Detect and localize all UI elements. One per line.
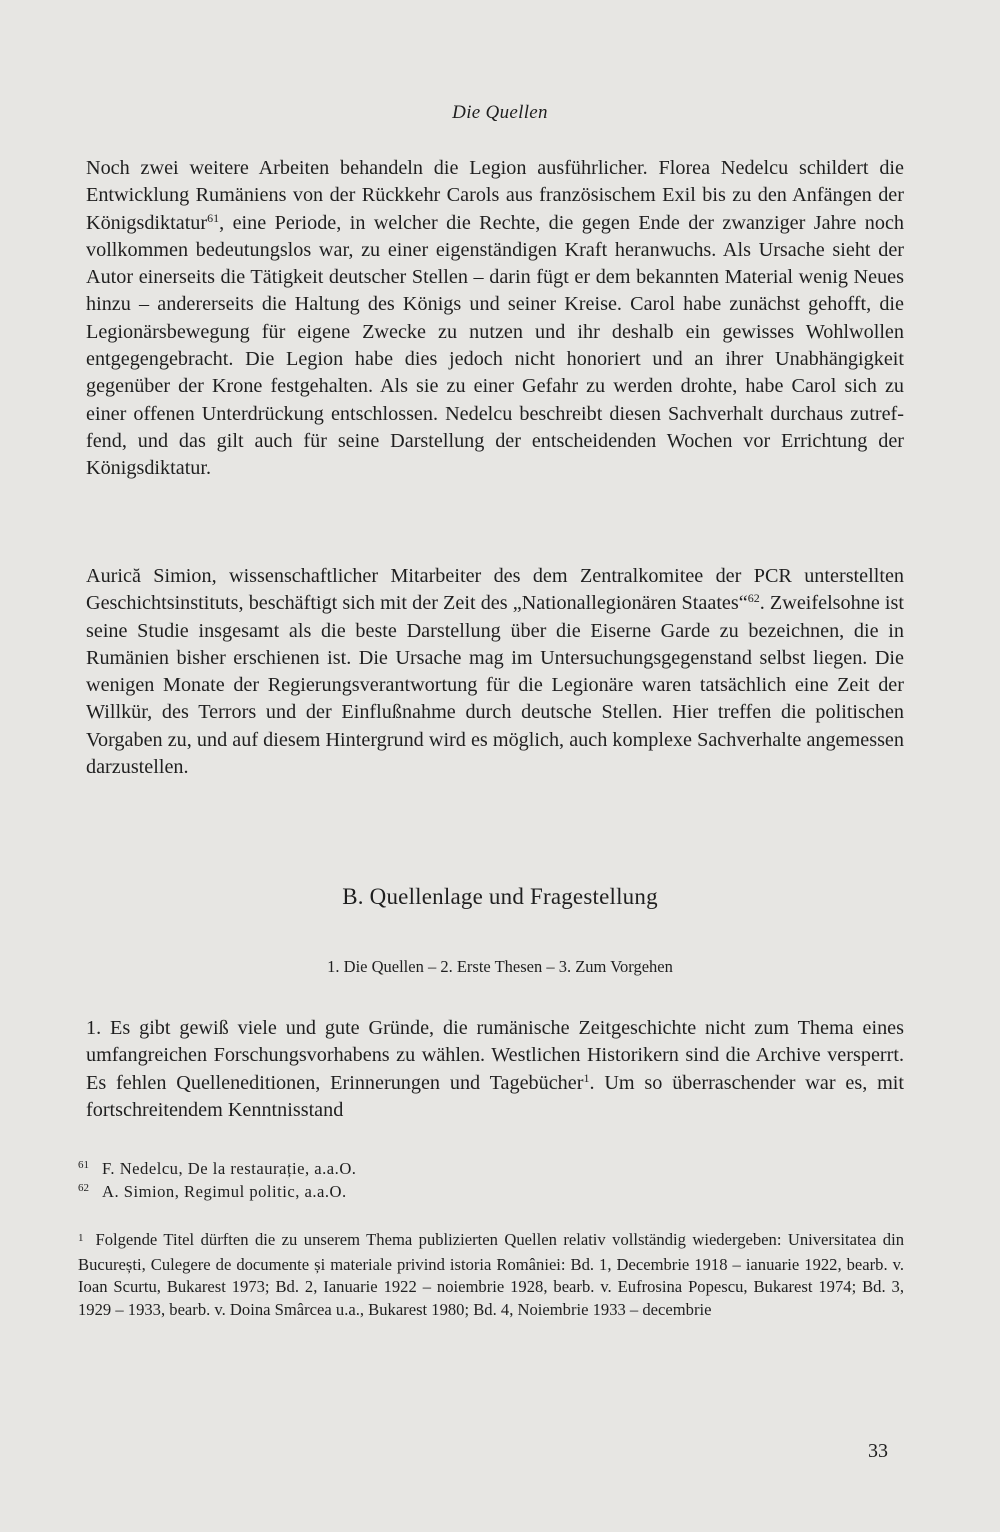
running-head: Die Quellen bbox=[452, 102, 548, 123]
section-contents: 1. Die Quellen – 2. Erste Thesen – 3. Zum Vorgehen bbox=[327, 957, 673, 976]
footnote-number: 1 bbox=[78, 1232, 84, 1244]
paragraph-text: 1. Es gibt gewiß viele und gute Gründe, die rumänische Zeitgeschichte nicht zum Thema eines umfangreichen Forschungsvorhabens zu wählen. Westlichen Historikern sind die Archive versperrt. Es fehlen Quelleneditionen, Erinnerungen und Tagebücher bbox=[86, 1017, 904, 1094]
footnote-61 bbox=[78, 1158, 904, 1181]
footnote-62 bbox=[78, 1181, 904, 1204]
paragraph-text: . Zweifelsohne ist seine Studie insgesamt als die beste Darstellung über die Eiserne Garde zu bezeichnen, die in Rumänien bisher erschienen ist. Die Ursache mag im Untersuchungsgegenstand selbst liegen. Die wenigen Monate der Regierungsverantwortung für die Legionäre waren tatsächlich eine Zeit der Willkür, des Terrors und der Einflußnahme durch deutsche Stellen. Hier treffen die politischen Vorgaben zu, und auf diesem Hintergrund wird es möglich, auch komplexe Sachverhalte angemessen darzustellen. bbox=[86, 592, 904, 779]
paragraph-text: Noch zwei weitere Arbeiten behandeln die Legion ausführlicher. Florea Nedelcu schildert die Entwicklung Rumäniens von der Rückkehr Carols aus französischem Exil bis zu den Anfängen der Königsdiktatur bbox=[86, 157, 904, 234]
footnote-1 bbox=[78, 1229, 904, 1321]
footnote-ref-61[interactable]: 61 bbox=[207, 210, 220, 225]
footnote-text: A. Simion, Regimul politic, a.a.O. bbox=[102, 1181, 347, 1201]
footnote-ref-62[interactable]: 62 bbox=[747, 591, 760, 606]
footnote-text: F. Nedelcu, De la restaurație, a.a.O. bbox=[102, 1159, 357, 1178]
paragraph-text: Aurică Simion, wissenschaftlicher Mitarbeiter des dem Zentralkomitee der PCR unterstellten Geschichtsinstituts, beschäftigt sich mit der Zeit des „Nationallegionären Staates“ bbox=[86, 565, 904, 615]
paragraph-nedelcu bbox=[86, 155, 904, 483]
footnote-ref-1[interactable]: 1 bbox=[583, 1070, 590, 1085]
footnote-number: 62 bbox=[78, 1181, 89, 1194]
paragraph-text: . Um so überraschender war es, mit fortschreitendem Kenntnisstand bbox=[86, 1071, 904, 1121]
paragraph-simion bbox=[86, 563, 904, 781]
footnote-number: 61 bbox=[78, 1159, 89, 1171]
footnote-text: Folgende Titel dürften die zu unserem Thema publizierten Quellen relativ vollständig wiedergeben: Universitatea din București, Culegere de documente și materiale privind istoria României: Bd. 1, Decembrie 1918 – ianuarie 1922, bearb. v. Ioan Scurtu, Bukarest 1973; Bd. 2, Ianuarie 1922 – noiembrie 1928, bearb. v. Eufrosina Popescu, Bukarest 1974; Bd. 3, 1929 – 1933, bearb. v. Doina Smârcea u.a., Bukarest 1980; Bd. 4, Noiembrie 1933 – decembrie bbox=[78, 1230, 904, 1319]
page-number: 33 bbox=[868, 1440, 888, 1462]
section-title: B. Quellenlage und Fragestellung bbox=[342, 884, 658, 909]
paragraph-quellen bbox=[86, 1015, 904, 1124]
paragraph-text: , eine Periode, in welcher die Rechte, die gegen Ende der zwanziger Jahre noch vollkommen bedeutungslos war, zu einer eigenständigen Kraft heranwuchs. Als Ursache sieht der Autor einerseits die Tätigkeit deutscher Stellen – darin fügt er dem bekannten Material wenig Neues hinzu – andererseits die Haltung des Königs und seiner Kreise. Carol habe zunächst gehofft, die Legionärsbewegung für eigene Zwecke zu nutzen und ihr deshalb ein gewisses Wohlwollen entgegengebracht. Die Legion habe dies jedoch nicht honoriert und an ihrer Unabhängigkeit gegenüber der Krone festgehalten. Als sie zu einer Gefahr zu werden drohte, habe Carol sich zu einer offenen Unterdrückung entschlossen. Nedelcu beschreibt diesen Sachverhalt durchaus zutreffend, und das gilt auch für seine Darstellung der entscheidenden Wochen vor Errichtung der Königsdiktatur. bbox=[86, 211, 904, 480]
footnotes-previous bbox=[78, 1158, 904, 1203]
footnotes-current bbox=[78, 1229, 904, 1321]
